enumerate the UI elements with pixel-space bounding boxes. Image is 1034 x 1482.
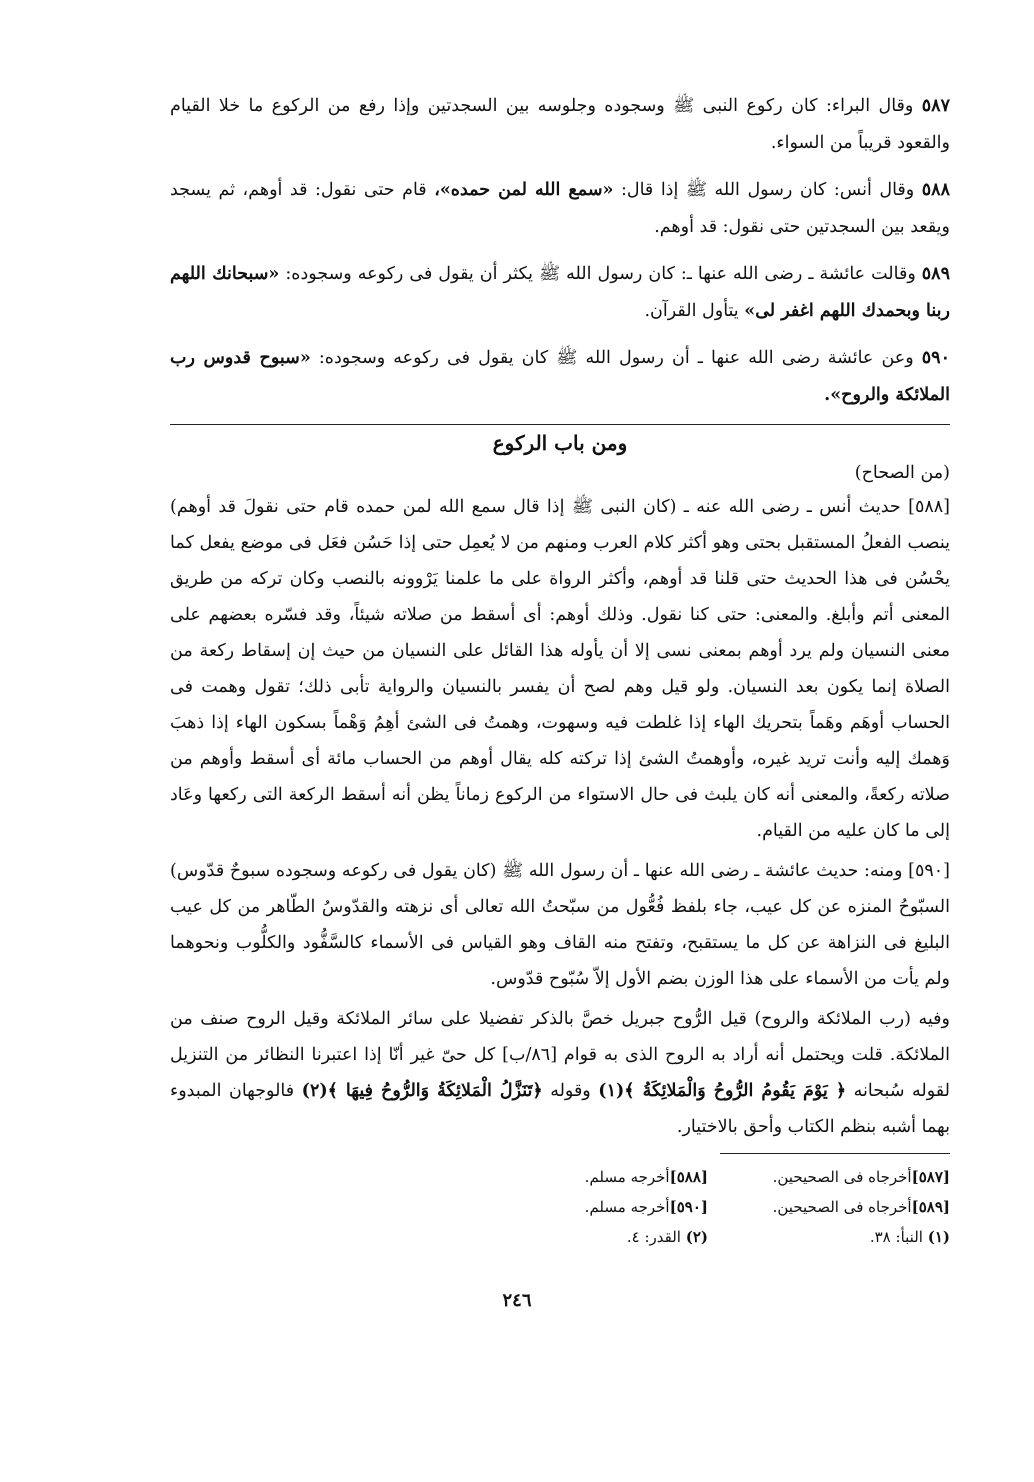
hadith-text: وقالت عائشة ـ رضى الله عنها ـ: كان رسول الله ﷺ يكثر أن يقول فى ركوعه وسجوده:	[285, 264, 916, 284]
hadith-590	[170, 340, 950, 414]
commentary-text: وفيه (رب الملائكة والروح) قيل الرُّوح جبريل خصَّ بالذكر تفضيلا على سائر الملائكة وقيل الروح صنف من الملائكة. قلت ويحتمل أنه أراد به الروح الذى به قوام [٨٦/ب] كل حىّ غير أنّا إذا اعتبرنا النظائر من التنزيل لقوله سُبحانه	[170, 1009, 950, 1101]
footnote	[478, 1226, 708, 1248]
hadith-number: ٥٨٧	[921, 96, 950, 116]
hadith-text: قام حتى نقول: قد أوهم، ثم يسجد ويقعد بين السجدتين حتى نقول: قد أوهم.	[170, 180, 950, 237]
source-label: (من الصحاح)	[854, 463, 950, 483]
footnote	[720, 1226, 950, 1248]
footnote-number: (٢)	[685, 1228, 708, 1246]
hadith-588	[170, 172, 950, 246]
hadith-quote: «سمع الله لمن حمده»،	[434, 180, 614, 200]
footnote-text: أخرجاه فى الصحيحين.	[772, 1198, 912, 1216]
commentary-text: وقوله	[550, 1081, 591, 1101]
hadith-589	[170, 256, 950, 330]
footnote-number: [٥٨٨]	[669, 1168, 708, 1186]
hadith-587	[170, 88, 950, 162]
section-title: ومن باب الركوع	[492, 431, 628, 455]
commentary-ref: [٥٨٨]	[908, 497, 950, 517]
footnote-number: [٥٨٧]	[911, 1168, 950, 1186]
footnote-number: [٥٨٩]	[911, 1198, 950, 1216]
footnote-text: أخرجه مسلم.	[584, 1198, 670, 1216]
commentary-angels	[170, 1001, 950, 1145]
page-number: ٢٤٦	[502, 1290, 532, 1311]
commentary-text: فالوجهان المبدوء بهما أشبه بنظم الكتاب وأحق بالاختيار.	[170, 1081, 950, 1137]
footnote	[478, 1196, 708, 1218]
hadith-number: ٥٨٩	[921, 264, 950, 284]
hadith-text: وقال البراء: كان ركوع النبى ﷺ وسجوده وجلوسه بين السجدتين وإذا رفع من الركوع ما خلا القيام والقعود قريباً من السواء.	[170, 96, 950, 153]
hadith-number: ٥٨٨	[921, 180, 950, 200]
footnote-text: القدر: ٤.	[626, 1228, 681, 1246]
commentary-text: حديث أنس ـ رضى الله عنه ـ (كان النبى ﷺ إذا قال سمع الله لمن حمده قام حتى نقولَ قد أوهم) ينصب الفعلُ المستقبل بحتى وهو أكثر كلام العرب ومنهم من لا يُعمِل حتى إذا حَسُن فعَل فى موضع يفعل كما يحْسُن فى هذا الحديث حتى قلنا قد أوهم، وأكثر الرواة على ما علمنا يَرْوونه بالنصب وكان تركه من طريق المعنى أتم وأبلغ. والمعنى: حتى كنا نقول. وذلك أوهم: أى أسقط من صلاته شيئاً، وقد فسّره بعضهم على معنى النسيان ولم يرد أوهم بمعنى نسى إلا أن يأوله هذا القائل على النسيان من حيث إن إسقاط ركعة من الصلاة إنما يكون بعد النسيان. ولو قيل وهم لصح أن يفسر بالنسيان والرواية تأبى ذلك؛ تقول وهمت فى الحساب أوهَم وهَماً بتحريك الهاء إذا غلطت فيه وسهوت، وهمتُ فى الشئ أهِمُ وَهْماً بسكون الهاء إذا ذهبَ وَهمك إليه وأنت تريد غيره، وأوهمتُ الشئ إذا تركته كله يقال أوهم من الحساب مائة أى أسقط وأوهم من صلاته ركعةً، والمعنى أنه كان يلبث فى حال الاستواء من الركوع زماناً يظن أنه أسقط الركعة التى ركعها وعَاد إلى ما كان عليه من القيام.	[170, 497, 950, 841]
quran-verse-1: ﴿ يَوْمَ يَقُومُ الرُّوحُ وَالْمَلائِكَةُ ﴾(١)	[598, 1081, 847, 1101]
hadith-text: يتأول القرآن.	[644, 301, 739, 321]
commentary-text: حديث عائشة ـ رضى الله عنها ـ أن رسول الله ﷺ (كان يقول فى ركوعه وسجوده سبوحٌ قدّوس) السبّوحُ المنزه عن كل عيب، جاء بلفظ فُعُّول من سبّحتُ الله تعالى أى نزهته والقدّوسُ الطّاهر من كل عيب البليغ فى النزاهة عن كل ما يستقبح، وتفتح منه القاف وهو القياس فى الأسماء كالسَّفُّود والكلُّوب ونحوهما ولم يأت من الأسماء على هذا الوزن بضم الأول إلاّ سُبّوح قدّوس.	[170, 861, 950, 989]
footnote	[720, 1166, 950, 1188]
footnote-divider	[720, 1153, 950, 1154]
hadith-number: ٥٩٠	[921, 348, 950, 368]
footnote-text: أخرجه مسلم.	[584, 1168, 670, 1186]
footnotes	[170, 1166, 950, 1248]
footnote	[478, 1166, 708, 1188]
footnote-number: [٥٩٠]	[669, 1198, 708, 1216]
commentary-ref: [٥٩٠] ومنه:	[864, 861, 950, 881]
hadith-quote: «سبحانك اللهم ربنا وبحمدك اللهم اغفر لى»	[170, 264, 950, 321]
footnote-number: (١)	[927, 1228, 950, 1246]
quran-verse-2: ﴿تَنَزَّلُ الْمَلائِكَةُ وَالرُّوحُ فِيهَا ﴾(٢)	[301, 1081, 543, 1101]
hadith-quote: «سبوح قدوس رب الملائكة والروح».	[170, 348, 950, 405]
section-divider	[170, 424, 950, 425]
footnote-text: النبأ: ٣٨.	[869, 1228, 923, 1246]
hadith-text: وقال أنس: كان رسول الله ﷺ إذا قال:	[620, 180, 915, 200]
footnote-text: أخرجاه فى الصحيحين.	[772, 1168, 912, 1186]
commentary-590	[170, 853, 950, 997]
hadith-text: وعن عائشة رضى الله عنها ـ أن رسول الله ﷺ كان يقول فى ركوعه وسجوده:	[318, 348, 914, 368]
footnote	[720, 1196, 950, 1218]
commentary-588	[170, 489, 950, 849]
